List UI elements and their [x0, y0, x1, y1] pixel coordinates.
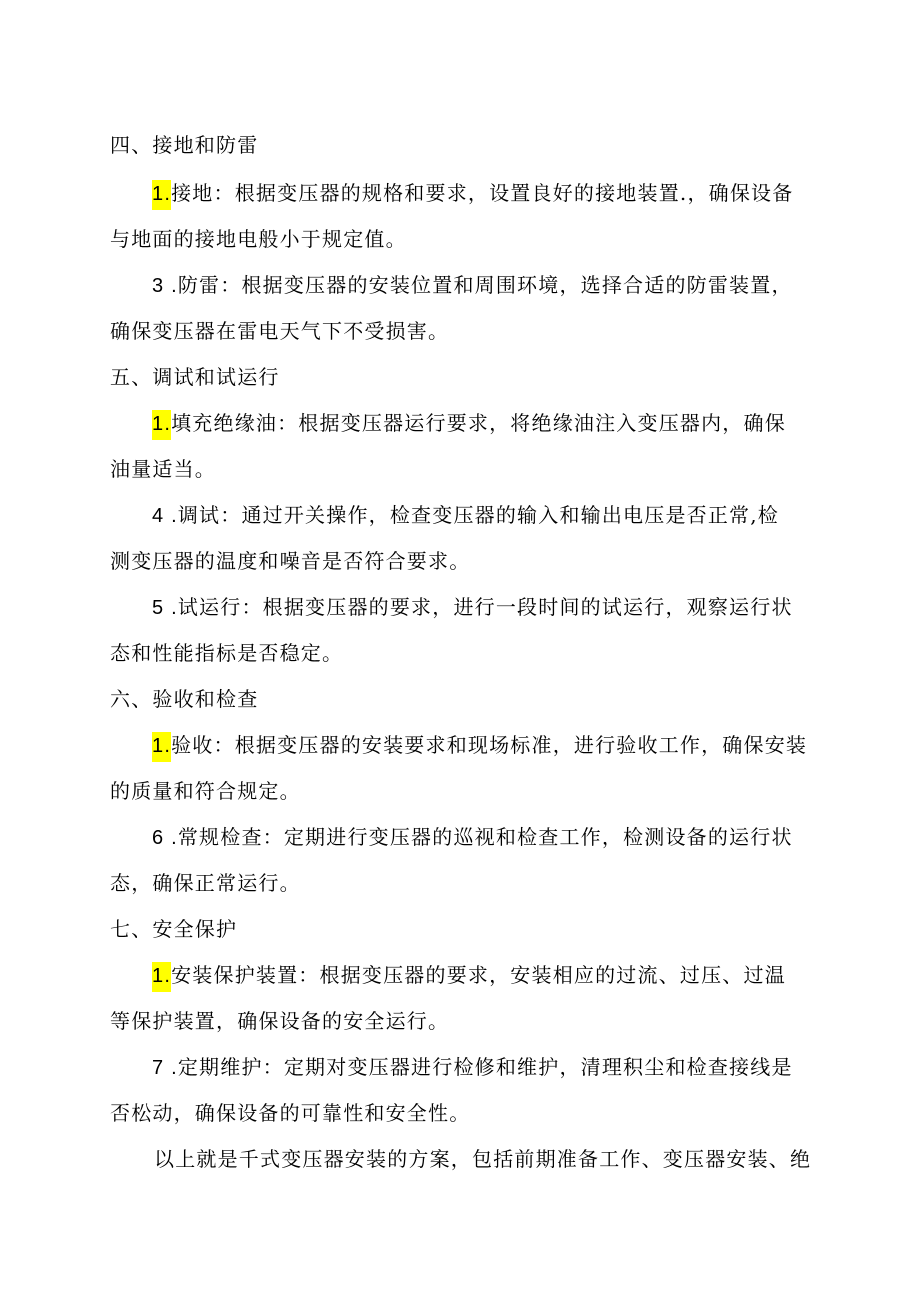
highlighted-number: 1. [152, 180, 171, 210]
highlighted-number: 1. [152, 962, 171, 992]
paragraph-line [152, 270, 793, 300]
paragraph-line: 等保护装置，确保设备的安全运行。 [110, 1009, 450, 1033]
paragraph-line [152, 960, 786, 990]
paragraph-line: 态，确保正常运行。 [110, 871, 301, 895]
closing-paragraph: 以上就是千式变压器安装的方案，包括前期准备工作、变压器安装、绝 [154, 1147, 812, 1171]
list-number: 4 . [152, 505, 178, 527]
list-number: 5 . [152, 597, 178, 619]
paragraph-text: 试运行：根据变压器的要求，进行一段时间的试运行，观察运行状 [177, 595, 793, 619]
paragraph-line [152, 500, 779, 530]
section-heading-safety: 七、安全保护 [110, 917, 238, 941]
paragraph-text: 常规检查：定期进行变压器的巡视和检查工作，检测设备的运行状 [177, 825, 793, 849]
list-number: 6 . [152, 827, 178, 849]
paragraph-line: 确保变压器在雷电天气下不受损害。 [110, 319, 450, 343]
paragraph-text: 防雷：根据变压器的安装位置和周围环境，选择合适的防雷装置， [177, 273, 793, 297]
highlighted-number: 1. [152, 410, 171, 440]
paragraph-line [152, 822, 793, 852]
paragraph-line: 测变压器的温度和噪音是否符合要求。 [110, 549, 471, 573]
list-number: 7 . [152, 1057, 178, 1079]
paragraph-text: 验收：根据变压器的安装要求和现场标准，进行验收工作，确保安装 [171, 733, 808, 757]
paragraph-line [152, 592, 793, 622]
paragraph-line [152, 1052, 793, 1082]
paragraph-line [152, 730, 807, 760]
list-number: 3 . [152, 275, 178, 297]
paragraph-line [152, 178, 793, 208]
paragraph-text: 填充绝缘油：根据变压器运行要求，将绝缘油注入变压器内，确保 [171, 411, 786, 435]
paragraph-line [152, 408, 786, 438]
paragraph-line: 油量适当。 [110, 457, 216, 481]
paragraph-line: 态和性能指标是否稳定。 [110, 641, 344, 665]
paragraph-line: 与地面的接地电般小于规定值。 [110, 227, 407, 251]
paragraph-text: 接地：根据变压器的规格和要求，设置良好的接地装置.，确保设备 [171, 181, 794, 205]
section-heading-commissioning: 五、调试和试运行 [110, 365, 280, 389]
paragraph-text: 安装保护装置：根据变压器的要求，安装相应的过流、过压、过温 [171, 963, 786, 987]
highlighted-number: 1. [152, 732, 171, 762]
paragraph-line: 否松动，确保设备的可靠性和安全性。 [110, 1101, 471, 1125]
section-heading-grounding: 四、接地和防雷 [110, 133, 259, 157]
paragraph-line: 的质量和符合规定。 [110, 779, 301, 803]
paragraph-text: 定期维护：定期对变压器进行检修和维护，清理积尘和检查接线是 [177, 1055, 793, 1079]
section-heading-acceptance: 六、验收和检查 [110, 687, 259, 711]
paragraph-text: 调试：通过开关操作，检查变压器的输入和输出电压是否正常,检 [177, 503, 780, 527]
